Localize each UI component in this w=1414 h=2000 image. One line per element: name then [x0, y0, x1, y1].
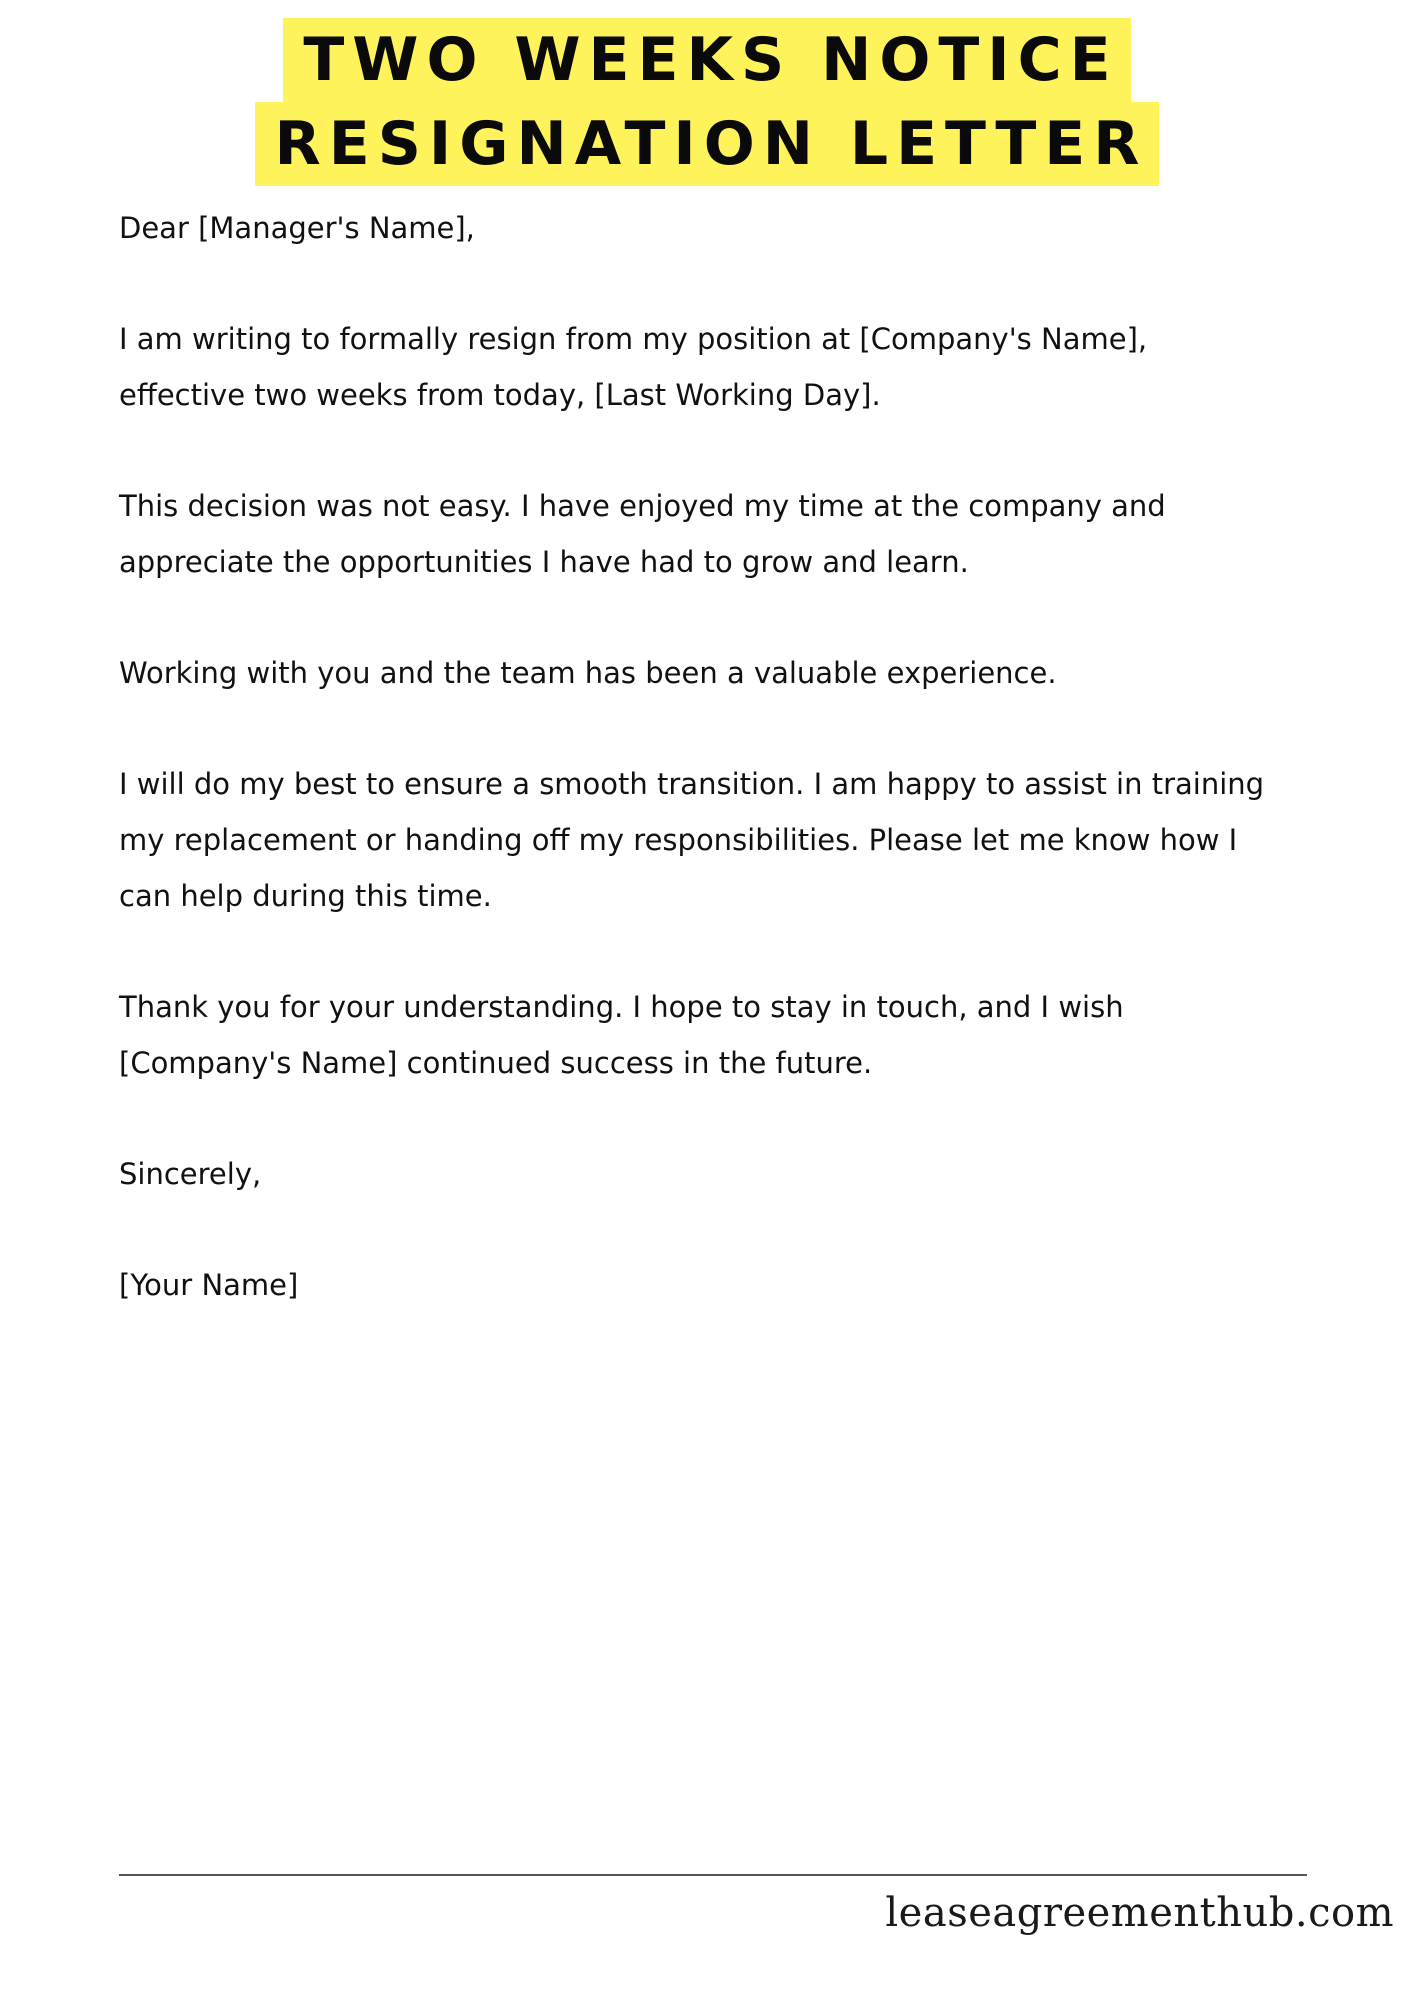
paragraph-4: I will do my best to ensure a smooth transition. I am happy to assist in training my replacement or handing off my responsibilities. Please let me know how I can help during this time.: [119, 767, 1265, 913]
signature: [Your Name]: [119, 1268, 299, 1302]
footer-website: leaseagreementhub.com: [885, 1890, 1394, 1936]
letter-body: [119, 200, 1279, 1368]
paragraph-5: Thank you for your understanding. I hope to stay in touch, and I wish [Company's Name] continued success in the future.: [119, 990, 1124, 1080]
salutation: Dear [Manager's Name],: [119, 211, 475, 245]
title-line-1: TWO WEEKS NOTICE: [283, 18, 1130, 102]
closing: Sincerely,: [119, 1157, 262, 1191]
paragraph-3: Working with you and the team has been a valuable experience.: [119, 656, 1057, 690]
paragraph-2: This decision was not easy. I have enjoyed my time at the company and appreciate the opportunities I have had to grow and learn.: [119, 489, 1166, 579]
paragraph-1: I am writing to formally resign from my position at [Company's Name], effective two weeks from today, [Last Working Day].: [119, 322, 1148, 412]
title-line-2: RESIGNATION LETTER: [255, 102, 1160, 186]
document-title: [0, 18, 1414, 186]
footer-divider: [119, 1874, 1307, 1876]
